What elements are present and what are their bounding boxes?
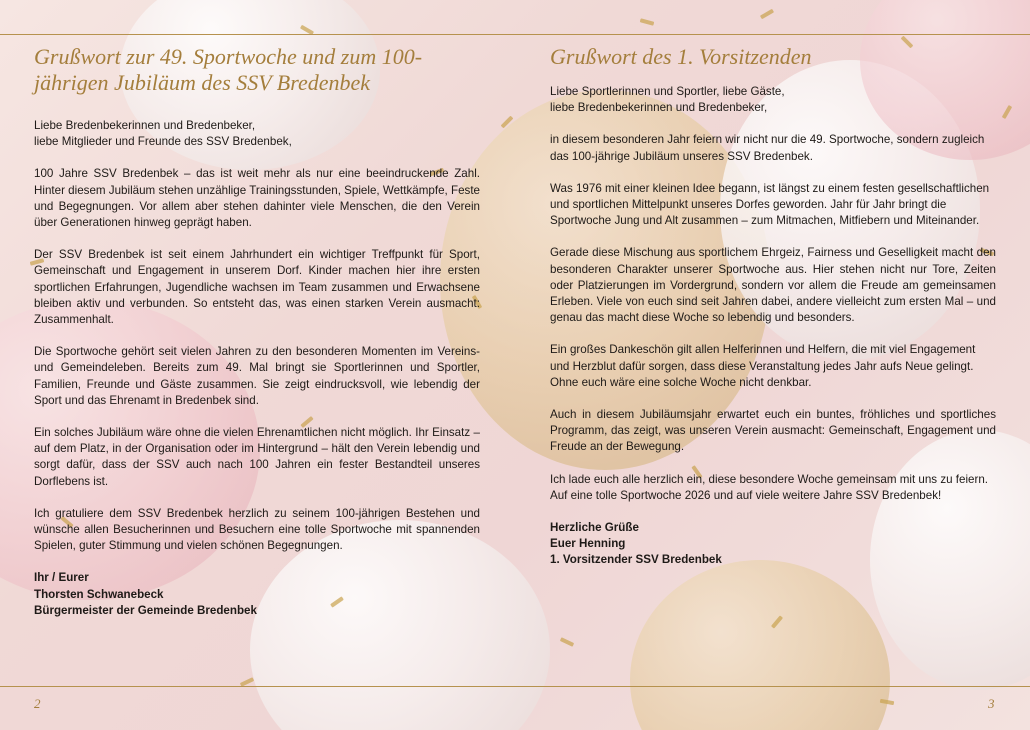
right-page-title: Grußwort des 1. Vorsitzenden bbox=[550, 44, 812, 69]
salutation-line: liebe Bredenbekerinnen und Bredenbeker, bbox=[550, 101, 768, 115]
signature-line: Thorsten Schwanebeck bbox=[34, 587, 164, 601]
paragraph: Der SSV Bredenbek ist seit einem Jahrhundert ein wichtiger Treffpunkt für Sport, Gemeinschaft und Engagement in unserem Dorf. Kinder machen hier ihre ersten sportlichen Erfahrungen, Jugendliche wachsen im Team zusammen und Erwachsene bleiben aktiv und verbunden. So entsteht das, was einen starken Verein ausmacht: Zusammenhalt. bbox=[34, 248, 480, 327]
top-rule bbox=[0, 34, 1030, 35]
salutation-line: Liebe Bredenbekerinnen und Bredenbeker, bbox=[34, 119, 256, 132]
confetti-decoration bbox=[760, 9, 774, 19]
paragraph: Auch in diesem Jubiläumsjahr erwartet euch ein buntes, fröhliches und sportliches Programm, das zeigt, was unseren Verein ausmacht: Gemeinschaft, Engagement und Freude an der Bewegung. bbox=[550, 408, 996, 454]
right-salutation bbox=[550, 84, 996, 116]
signature-line: Ihr / Eurer bbox=[34, 571, 89, 585]
paragraph: Was 1976 mit einer kleinen Idee begann, ist längst zu einem festen gesellschaftlichen und sportlichen Mittelpunkt unseres Dorfes geworden. Jahr für Jahr bringt die Sportwoche Jung und Alt zusammen – zum Mitmachen, Mitfiebern und Miteinander. bbox=[550, 181, 990, 228]
paragraph: Ein großes Dankeschön gilt allen Helferinnen und Helfern, die mit viel Engagement und Herzblut dafür sorgen, dass diese Veranstaltung jedes Jahr aufs Neue gelingt. Ohne euch wäre eine solche Woche nicht denkbar. bbox=[550, 343, 976, 389]
right-signature bbox=[550, 520, 996, 569]
signature-line: 1. Vorsitzender SSV Bredenbek bbox=[550, 553, 722, 567]
paragraph: Gerade diese Mischung aus sportlichem Ehrgeiz, Fairness und Geselligkeit macht den besonderen Charakter unserer Sportwoche aus. Hier stehen nicht nur Tore, Zeiten oder Platzierungen im Vordergrund, sondern vor allem die Freude am gemeinsamen Erleben. Viele von euch sind seit Jahren dabei, andere vielleicht zum ersten Mal – und genau das macht diese Woche so lebendig und besonders. bbox=[550, 246, 996, 325]
confetti-decoration bbox=[640, 18, 655, 25]
paragraph: Ich gratuliere dem SSV Bredenbek herzlich zu seinem 100-jährigen Bestehen und wünsche allen Besucherinnen und Besuchern eine tolle Sportwoche mit spannenden Spielen, guter Stimmung und vielen schönen Begegnungen. bbox=[34, 506, 480, 553]
salutation-line: Liebe Sportlerinnen und Sportler, liebe Gäste, bbox=[550, 85, 785, 98]
salutation-line: liebe Mitglieder und Freunde des SSV Bredenbek, bbox=[34, 135, 292, 149]
paragraph: in diesem besonderen Jahr feiern wir nicht nur die 49. Sportwoche, sondern zugleich das 100-jährige Jubiläum unseres SSV Bredenbek. bbox=[550, 133, 985, 163]
bottom-rule bbox=[0, 686, 1030, 687]
left-page-title: Grußwort zur 49. Sportwoche und zum 100-jährigen Jubiläum des SSV Bredenbek bbox=[34, 44, 423, 95]
left-salutation bbox=[34, 118, 480, 150]
paragraph: Ich lade euch alle herzlich ein, diese besondere Woche gemeinsam mit uns zu feiern. Auf eine tolle Sportwoche 2026 und auf viele weitere Jahre SSV Bredenbek! bbox=[550, 472, 989, 502]
signature-line: Euer Henning bbox=[550, 537, 626, 551]
paragraph: Ein solches Jubiläum wäre ohne die vielen Ehrenamtlichen nicht möglich. Ihr Einsatz – auf dem Platz, in der Organisation oder im Hintergrund – hält den Verein lebendig und sorgt dafür, dass der SSV auch nach 100 Jahren ein fester Bestandteil unseres Dorflebens ist. bbox=[34, 426, 480, 488]
signature-line: Herzliche Grüße bbox=[550, 521, 639, 535]
paragraph: 100 Jahre SSV Bredenbek – das ist weit mehr als nur eine beeindruckende Zahl. Hinter diesem Jubiläum stehen unzählige Trainingsstunden, Spiele, Wettkämpfe, Feste und Begegnungen. Vor allem aber stehen dahinter viele Menschen, die den Verein über Generationen hinweg geprägt haben. bbox=[34, 167, 480, 230]
left-signature bbox=[34, 570, 480, 619]
balloon-decoration bbox=[630, 560, 890, 730]
signature-line: Bürgermeister der Gemeinde Bredenbek bbox=[34, 603, 257, 617]
right-page bbox=[550, 44, 996, 569]
left-page bbox=[34, 44, 480, 619]
confetti-decoration bbox=[560, 637, 574, 647]
paragraph: Die Sportwoche gehört seit vielen Jahren zu den besonderen Momenten im Vereins- und Gemeindeleben. Bereits zum 49. Mal bringt sie Sportlerinnen und Sportler, Familien, Freunde und Gäste zusammen. Sie zeigt eindrucksvoll, wie lebendig der Sport und das Ehrenamt in Bredenbek sind. bbox=[34, 345, 480, 407]
page-number-left: 2 bbox=[34, 696, 41, 711]
page-number-right: 3 bbox=[988, 696, 995, 711]
